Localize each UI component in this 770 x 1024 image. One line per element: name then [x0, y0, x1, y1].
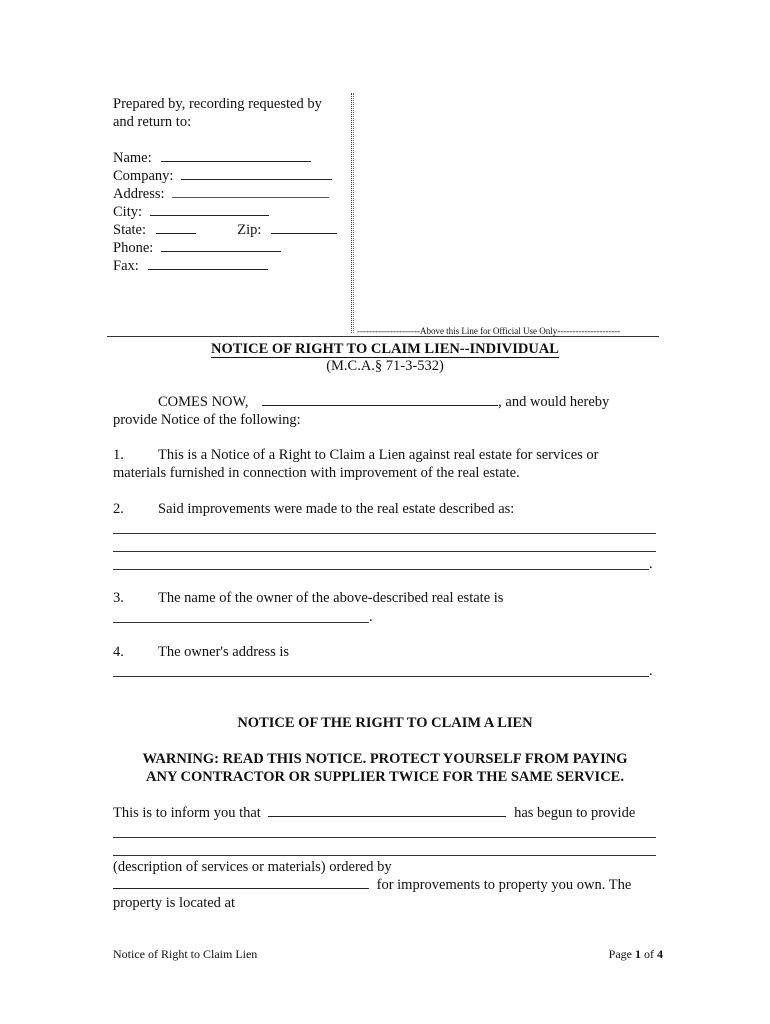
company-row [113, 167, 332, 185]
fax-field[interactable] [148, 257, 268, 270]
item1-line1: This is a Notice of a Right to Claim a Lien against real estate for services or [158, 447, 599, 463]
address-label: Address: [113, 186, 165, 202]
item4-number: 4. [113, 644, 124, 660]
owner-name-field[interactable] [113, 622, 369, 623]
would-hereby-text: , and would hereby [498, 394, 610, 410]
official-use-divider-inner [353, 93, 354, 333]
comes-now-row [158, 393, 609, 411]
item2-text: Said improvements were made to the real estate described as: [158, 501, 515, 517]
fax-label: Fax: [113, 258, 139, 274]
improvements-text: for improvements to property you own. The [376, 877, 632, 893]
item1-number: 1. [113, 447, 124, 463]
services-description-line2[interactable] [113, 855, 656, 856]
item2-period: . [649, 556, 653, 572]
warning-line2: ANY CONTRACTOR OR SUPPLIER TWICE FOR THE SAME SERVICE. [146, 769, 624, 785]
phone-label: Phone: [113, 240, 154, 256]
claimant-name-field[interactable] [262, 393, 498, 406]
services-description-line1[interactable] [113, 837, 656, 838]
name-row [113, 149, 311, 167]
inform-start-text: This is to inform you that [113, 805, 261, 821]
inform-row [113, 804, 635, 822]
item4-period: . [649, 663, 653, 679]
city-row [113, 203, 269, 221]
provide-notice-text: provide Notice of the following: [113, 412, 301, 428]
warning-line1: WARNING: READ THIS NOTICE. PROTECT YOURSELF FROM PAYING [142, 751, 628, 767]
state-zip-row [113, 221, 337, 239]
page-of: of [641, 947, 657, 961]
property-description-line2[interactable] [113, 551, 656, 552]
document-title [107, 340, 663, 358]
property-located-text: property is located at [113, 895, 235, 911]
fax-row [113, 257, 268, 275]
prepared-by-line2: and return to: [113, 114, 192, 130]
contractor-name-field[interactable] [268, 804, 506, 817]
page-indicator [580, 945, 663, 963]
company-field[interactable] [181, 167, 332, 180]
owner-address-field[interactable] [113, 676, 649, 677]
phone-field[interactable] [161, 239, 281, 252]
property-description-line1[interactable] [113, 533, 656, 534]
official-use-divider [351, 93, 352, 333]
city-label: City: [113, 204, 143, 220]
footer-title: Notice of Right to Claim Lien [113, 947, 258, 961]
item1-line2: materials furnished in connection with improvement of the real estate. [113, 465, 520, 481]
address-row [113, 185, 329, 203]
page-prefix: Page [608, 947, 635, 961]
zip-label: Zip: [237, 222, 262, 238]
state-field[interactable] [156, 221, 196, 234]
inform-end-text: has begun to provide [514, 805, 636, 821]
item3-number: 3. [113, 590, 124, 606]
phone-row [113, 239, 281, 257]
item3-period: . [369, 609, 373, 625]
state-label: State: [113, 222, 147, 238]
address-field[interactable] [172, 185, 329, 198]
statute-citation: (M.C.A.§ 71-3-532) [326, 358, 444, 374]
ordered-by-field[interactable] [113, 876, 369, 889]
item4-text: The owner's address is [158, 644, 290, 660]
property-description-line3[interactable] [113, 569, 649, 570]
city-field[interactable] [150, 203, 269, 216]
notice-heading: NOTICE OF THE RIGHT TO CLAIM A LIEN [237, 715, 533, 731]
official-use-rule [107, 336, 659, 337]
prepared-by-line1: Prepared by, recording requested by [113, 96, 322, 112]
item3-text: The name of the owner of the above-described real estate is [158, 590, 504, 606]
zip-field[interactable] [271, 221, 337, 234]
item2-number: 2. [113, 501, 124, 517]
name-field[interactable] [161, 149, 311, 162]
name-label: Name: [113, 150, 152, 166]
comes-now-label: COMES NOW, [158, 394, 249, 410]
company-label: Company: [113, 168, 174, 184]
document-title-text: NOTICE OF RIGHT TO CLAIM LIEN--INDIVIDUAL [211, 341, 559, 357]
page-number: 1 [635, 947, 641, 961]
ordered-by-row [113, 876, 631, 894]
page-total: 4 [657, 947, 663, 961]
official-use-note: ---------------------Above this Line for Official Use Only--------------------- [357, 326, 621, 336]
description-text: (description of services or materials) ordered by [113, 859, 392, 875]
